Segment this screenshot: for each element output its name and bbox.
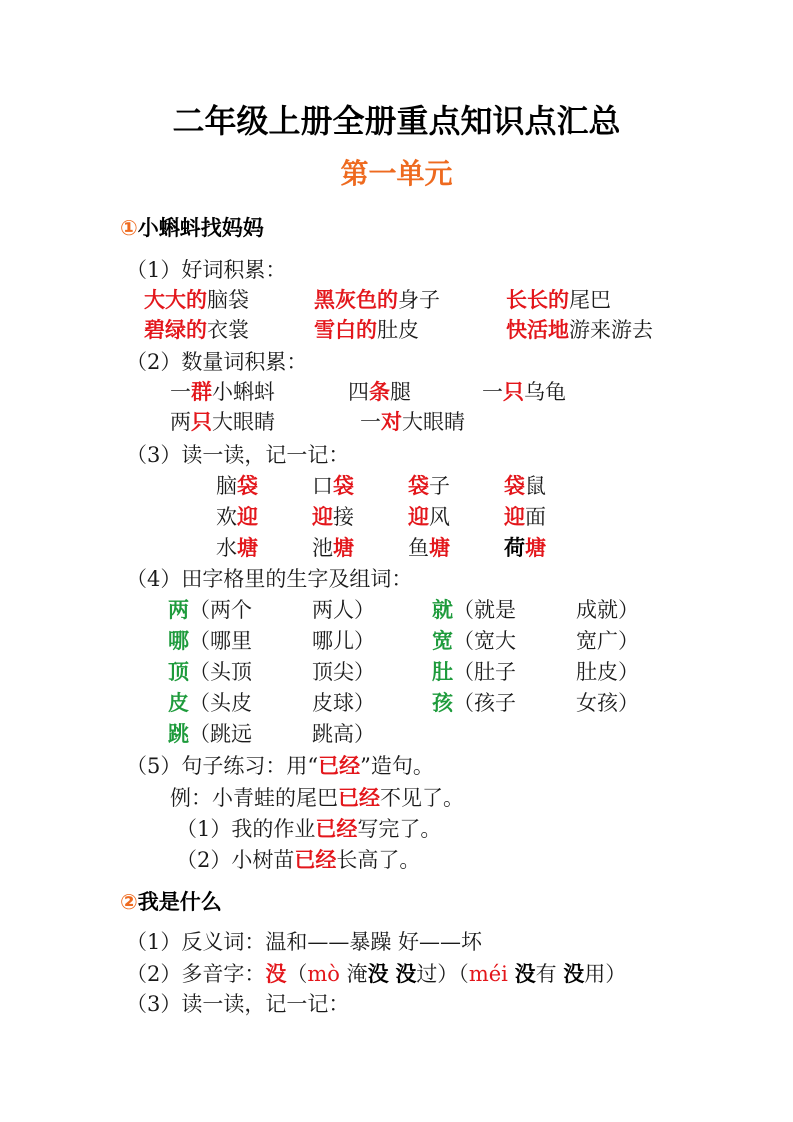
subheading-measure-words: （2）数量词积累： [126,350,308,374]
measure-phrase: 一对大眼睛 [360,410,465,434]
measure-phrase: 两只大眼睛 [170,410,275,434]
character-entry: 就（就是 [432,598,516,622]
character-entry-end: 哪儿） [312,629,375,653]
phrase: 黑灰色的身子 [314,288,440,312]
word: 水塘 [216,536,258,560]
word: 鱼塘 [408,536,450,560]
polyphone-line: （2）多音字：没（mò 淹没 没过）（méi 没有 没用） [126,962,627,986]
phrase: 大大的脑袋 [144,288,249,312]
character-entry-end: 顶尖） [312,660,375,684]
phrase: 长长的尾巴 [506,288,611,312]
word: 口袋 [312,474,354,498]
antonyms-line: （1）反义词：温和——暴躁 好——坏 [126,930,483,954]
character-entry-end: 成就） [576,598,639,622]
character-entry: 宽（宽大 [432,629,516,653]
measure-phrase: 一群小蝌蚪 [170,380,275,404]
character-entry-end: 宽广） [576,629,639,653]
measure-phrase: 四条腿 [348,380,411,404]
subheading-characters: （4）田字格里的生字及组词： [126,567,413,591]
character-entry: 顶（头顶 [168,660,252,684]
practice-sentence: （1）我的作业已经写完了。 [176,817,442,841]
section-heading-2 [120,886,222,916]
character-entry-end: 肚皮） [576,660,639,684]
page-title: 二年级上册全册重点知识点汇总 [172,102,621,140]
section-heading-1 [120,212,264,242]
word: 迎风 [408,505,450,529]
word: 袋鼠 [504,474,546,498]
character-entry: 哪（哪里 [168,629,252,653]
example-sentence: 例：小青蛙的尾巴已经不见了。 [170,786,464,810]
character-entry-end: 跳高） [312,722,375,746]
section-number: ② [120,890,138,914]
phrase: 快活地游来游去 [506,318,653,342]
word: 脑袋 [216,474,258,498]
character-entry: 两（两个 [168,598,252,622]
section-number: ① [120,216,138,240]
section-title: 我是什么 [137,890,222,914]
practice-sentence: （2）小树苗已经长高了。 [176,848,421,872]
subheading-sentence-practice: （5）句子练习：用“已经”造句。 [126,754,434,778]
character-entry: 跳（跳远 [168,722,252,746]
character-entry-end: 皮球） [312,691,375,715]
word: 迎面 [504,505,546,529]
section-title: 小蝌蚪找妈妈 [137,216,264,240]
word: 迎接 [312,505,354,529]
character-entry-end: 女孩） [576,691,639,715]
unit-heading: 第一单元 [340,157,453,190]
character-entry: 皮（头皮 [168,691,252,715]
word: 袋子 [408,474,450,498]
subheading-read-remember: （3）读一读，记一记： [126,443,350,467]
word: 池塘 [312,536,354,560]
subheading-read-remember-2: （3）读一读，记一记： [126,992,350,1016]
word: 欢迎 [216,505,258,529]
character-entry: 肚（肚子 [432,660,516,684]
measure-phrase: 一只乌龟 [482,380,566,404]
character-entry: 孩（孩子 [432,691,516,715]
character-entry-end: 两人） [312,598,375,622]
word: 荷塘 [504,536,546,560]
phrase: 碧绿的衣裳 [144,318,249,342]
phrase: 雪白的肚皮 [314,318,419,342]
subheading-good-words: （1）好词积累： [126,258,287,282]
